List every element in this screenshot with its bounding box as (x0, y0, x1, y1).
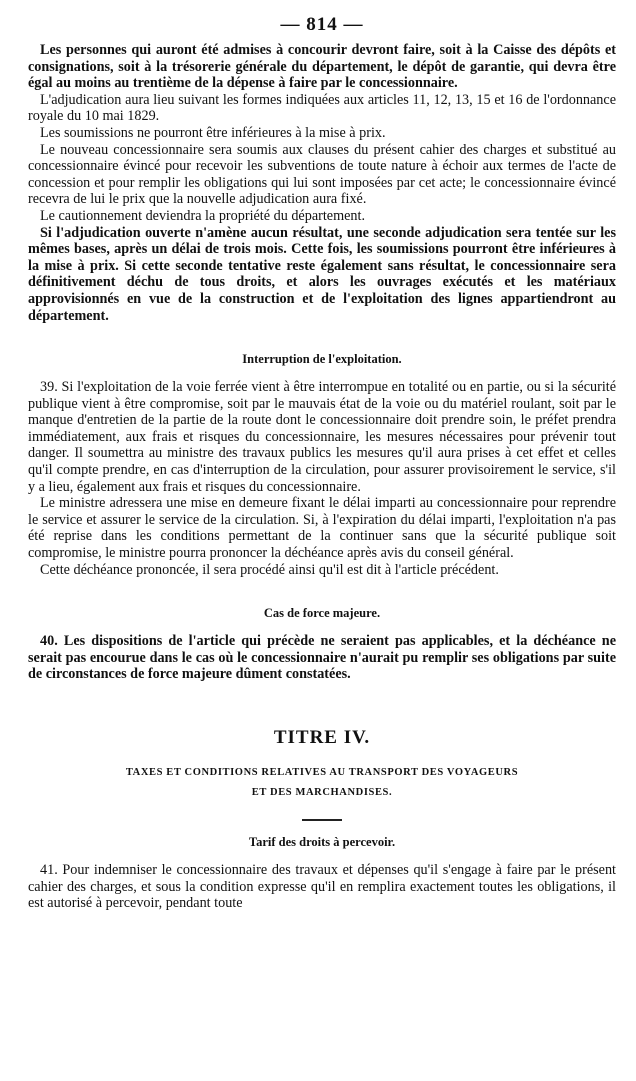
paragraph-decheance: Cette déchéance prononcée, il sera procédé ainsi qu'il est dit à l'article précédent. (40, 561, 499, 578)
titre-block (28, 727, 616, 821)
section-heading-force-majeure: Cas de force majeure. (263, 606, 381, 621)
section-tarif (28, 835, 616, 912)
section-force-majeure (28, 606, 616, 683)
section-interruption (28, 352, 616, 578)
paragraph-seconde-adjudication: Si l'adjudication ouverte n'amène aucun résultat, une seconde adjudication sera tentée sur les mêmes bases, après un délai de trois mois. Cette fois, les soumissions pourront être inférieures à la mise à prix. Si cette seconde tentative reste également sans résultat, le concessionnaire sera définitivement déchu de tous droits, et alors les ouvrages exécutés et les matériaux approvisionnés en vue de la construction et de l'exploitation des lignes appartiendront au département. (28, 224, 616, 324)
paragraph-cautionnement: Le cautionnement deviendra la propriété du département. (40, 207, 365, 224)
titre-subtitle-line2: ET DES MARCHANDISES. (251, 787, 393, 798)
intro-block (28, 42, 616, 324)
paragraph-soumissions: Les soumissions ne pourront être inférieures à la mise à prix. (40, 124, 386, 141)
section-heading-interruption: Interruption de l'exploitation. (242, 352, 402, 367)
paragraph-adjudication-formes: L'adjudication aura lieu suivant les formes indiquées aux articles 11, 12, 13, 15 et 16 de l'ordonnance royale du 10 mai 1829. (28, 91, 616, 125)
paragraph-depot-garantie: Les personnes qui auront été admises à concourir devront faire, soit à la Caisse des dépôts et consignations, soit à la trésorerie générale du département, le dépôt de garantie, qui devra être égal au moins au trentième de la dépense à faire par le concessionnaire. (28, 42, 616, 92)
paragraph-article-39: 39. Si l'exploitation de la voie ferrée vient à être interrompue en totalité ou en partie, ou si la sécurité publique vient à être compromise, soit par le mauvais état de la voie ou du matériel roulant, soit par le manque d'entretien de la partie de la route dont le concessionnaire doit prendre soin, le préfet prendra immédiatement, aux frais et risques du concessionnaire, les mesures nécessaires pour prévenir tout danger. Il soumettra au ministre des travaux publics les mesures qu'il aura prises à cet effet et celles qu'il compte prendre, en cas d'interruption de la circulation, pour assurer provisoirement le service, s'il y a lieu, également aux frais et risques du concessionnaire. (28, 379, 616, 495)
section-heading-tarif: Tarif des droits à percevoir. (248, 835, 396, 849)
paragraph-mise-en-demeure: Le ministre adressera une mise en demeure fixant le délai imparti au concessionnaire pour reprendre le service et assurer le service de la circulation. Si, à l'expiration du délai imparti, l'exploitation n'a pas été reprise dans les conditions permettant de la continuer sans que la sécurité publique soit compromise, le ministre pourra prononcer la déchéance après avis du conseil général. (28, 495, 616, 562)
paragraph-article-40: 40. Les dispositions de l'article qui précède ne seraient pas applicables, et la déchéance ne serait pas encourue dans le cas où le concessionnaire n'aurait pu remplir ses obligations par suite de circonstances de force majeure dûment constatées. (28, 633, 616, 683)
paragraph-article-41: 41. Pour indemniser le concessionnaire des travaux et dépenses qu'il s'engage à faire par le présent cahier des charges, et sous la condition expresse qu'il en remplira exactement toutes les obligations, il est autorisé à percevoir, pendant toute (28, 862, 616, 912)
page-number: — 814 — (280, 14, 364, 35)
paragraph-nouveau-concessionnaire: Le nouveau concessionnaire sera soumis aux clauses du présent cahier des charges et substitué au concessionnaire évincé pour recevoir les subventions de toute nature à échoir aux termes de l'acte de concession et pour remplir les obligations qui lui sont imposées par cet acte; le concessionnaire évincé recevra de lui le prix que la nouvelle adjudication aura fixé. (28, 141, 616, 208)
titre-title: TITRE IV. (273, 727, 371, 748)
section-divider (302, 819, 342, 821)
titre-subtitle-line1: TAXES ET CONDITIONS RELATIVES AU TRANSPORT DES VOYAGEURS (125, 767, 519, 778)
